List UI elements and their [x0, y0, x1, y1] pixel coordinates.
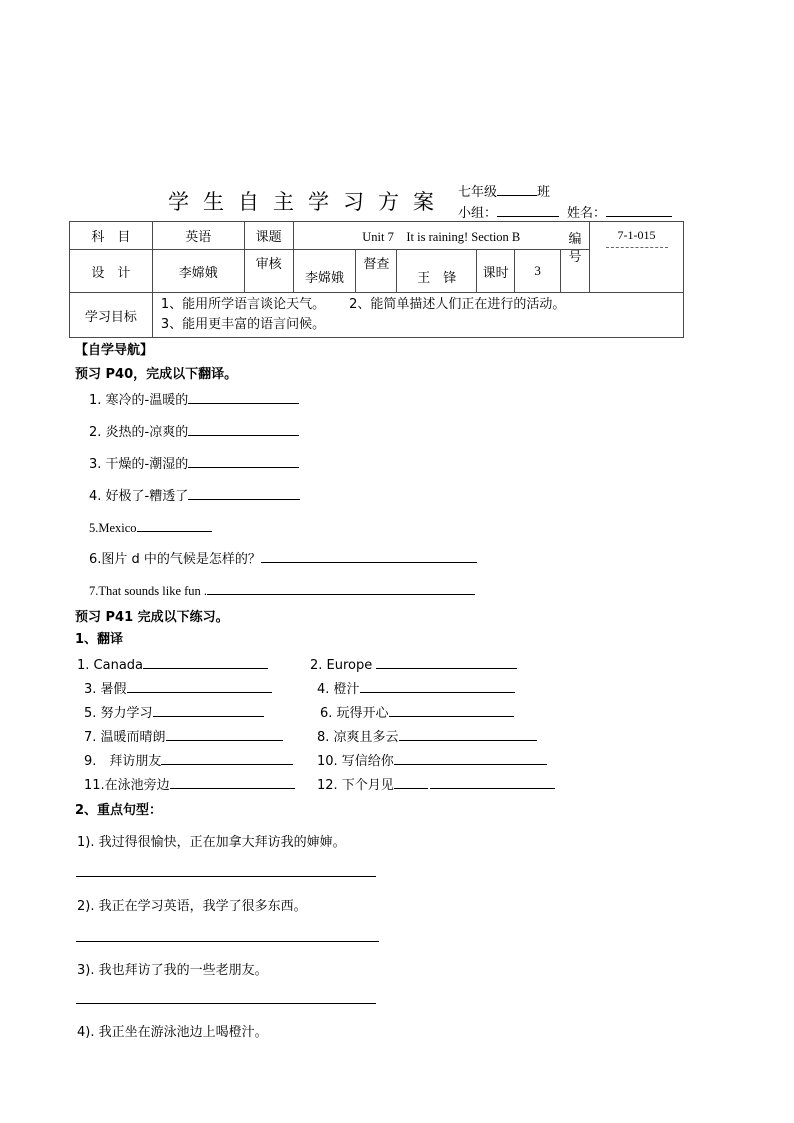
- p41-item-8: 8. 凉爽且多云: [317, 726, 537, 745]
- p40-item-3: 3. 干燥的-潮湿的: [89, 453, 299, 472]
- goals-label: 学习目标: [70, 293, 153, 338]
- p41-item-1: 1. Canada: [77, 654, 268, 673]
- subject-value: 英语: [152, 222, 244, 250]
- number-cell: [590, 222, 684, 293]
- period-label: 课时: [477, 250, 515, 293]
- answer-blank[interactable]: [394, 750, 547, 765]
- number-value: 7-1-015: [617, 228, 656, 242]
- class-label: 班: [537, 185, 551, 200]
- answer-blank[interactable]: [170, 774, 295, 789]
- p40-item-2: 2. 炎热的-凉爽的: [89, 421, 299, 440]
- p40-item-1: 1. 寒冷的-温暖的: [89, 389, 299, 408]
- name-blank[interactable]: [606, 202, 672, 217]
- answer-blank[interactable]: [188, 421, 299, 436]
- grade-class-line: [458, 181, 550, 200]
- p41-item-5: 5. 努力学习: [84, 702, 264, 721]
- number-label: 编 号: [561, 250, 590, 293]
- answer-blank[interactable]: [188, 389, 299, 404]
- p41-item-9: 9. 拜访朋友: [84, 750, 293, 769]
- answer-blank[interactable]: [376, 654, 517, 669]
- p40-item-5: 5.Mexico: [89, 517, 212, 536]
- translate-subheading: 1、翻译: [75, 632, 124, 647]
- page-title: 学生自主学习方案: [168, 190, 448, 214]
- sentence-1: 1). 我过得很愉快，正在加拿大拜访我的婶婶。: [77, 835, 346, 850]
- p41-item-7: 7. 温暖而晴朗: [84, 726, 283, 745]
- answer-blank[interactable]: [389, 702, 514, 717]
- preview-p40-heading: 预习 P40，完成以下翻译。: [75, 367, 238, 382]
- p41-item-4: 4. 橙汁: [317, 678, 515, 697]
- section-guide-heading: 【自学导航】: [75, 343, 154, 358]
- period-value: 3: [515, 250, 561, 293]
- name-label: 姓名：: [567, 206, 607, 221]
- class-blank[interactable]: [497, 181, 537, 196]
- answer-blank[interactable]: [188, 485, 300, 500]
- group-name-line: [458, 202, 672, 221]
- supervise-label: 督查: [356, 250, 397, 293]
- goals-cell: [152, 293, 683, 338]
- answer-blank[interactable]: [127, 678, 272, 693]
- answer-blank[interactable]: [166, 726, 283, 741]
- sentence-answer-line-2[interactable]: [76, 941, 379, 942]
- sentence-answer-line-3[interactable]: [76, 1003, 376, 1004]
- p41-item-3: 3. 暑假: [84, 678, 272, 697]
- group-blank[interactable]: [497, 202, 559, 217]
- p41-item-10: 10. 写信给你: [317, 750, 547, 769]
- answer-blank[interactable]: [261, 548, 477, 563]
- review-value: 李嫦娥: [293, 250, 356, 293]
- answer-blank[interactable]: [143, 654, 268, 669]
- sentence-4: 4). 我正坐在游泳池边上喝橙汁。: [77, 1025, 268, 1040]
- answer-blank[interactable]: [188, 453, 299, 468]
- goal-1: 1、能用所学语言谈论天气。: [160, 297, 326, 312]
- sentence-answer-line-1[interactable]: [76, 876, 376, 877]
- sentences-subheading: 2、重点句型：: [75, 803, 163, 818]
- supervise-value: 王 锋: [397, 250, 477, 293]
- answer-blank[interactable]: [153, 702, 264, 717]
- group-label: 小组：: [458, 206, 498, 221]
- preview-p41-heading: 预习 P41 完成以下练习。: [75, 610, 229, 625]
- design-label: 设 计: [70, 250, 153, 293]
- topic-value: Unit 7 It is raining! Section B: [293, 222, 589, 250]
- sentence-2: 2). 我正在学习英语，我学了很多东西。: [77, 899, 307, 914]
- answer-blank[interactable]: [360, 678, 515, 693]
- design-value: 李嫦娥: [152, 250, 244, 293]
- p41-item-2: 2. Europe: [310, 654, 517, 673]
- p41-item-6: 6. 玩得开心: [320, 702, 514, 721]
- review-label: 审核: [244, 250, 293, 293]
- topic-label: 课题: [244, 222, 293, 250]
- p41-item-11: 11.在泳池旁边: [84, 774, 295, 793]
- answer-blank[interactable]: [137, 517, 212, 532]
- p40-item-6: 6.图片 d 中的气候是怎样的？: [89, 548, 477, 567]
- answer-blank[interactable]: [207, 580, 475, 595]
- answer-blank[interactable]: [399, 726, 537, 741]
- p41-item-12: 12. 下个月见: [317, 774, 555, 793]
- sentence-3: 3). 我也拜访了我的一些老朋友。: [77, 963, 268, 978]
- grade-label: 七年级: [458, 185, 498, 200]
- p40-item-7: 7.That sounds like fun .: [89, 580, 475, 599]
- goal-2: 2、能简单描述人们正在进行的活动。: [349, 297, 566, 312]
- answer-blank[interactable]: [161, 750, 293, 765]
- p40-item-4: 4. 好极了-糟透了: [89, 485, 300, 504]
- subject-label: 科 目: [70, 222, 153, 250]
- goal-3: 3、能用更丰富的语言问候。: [160, 317, 326, 332]
- answer-blank[interactable]: [394, 774, 428, 789]
- course-info-table: [69, 221, 684, 338]
- answer-blank[interactable]: [430, 774, 555, 789]
